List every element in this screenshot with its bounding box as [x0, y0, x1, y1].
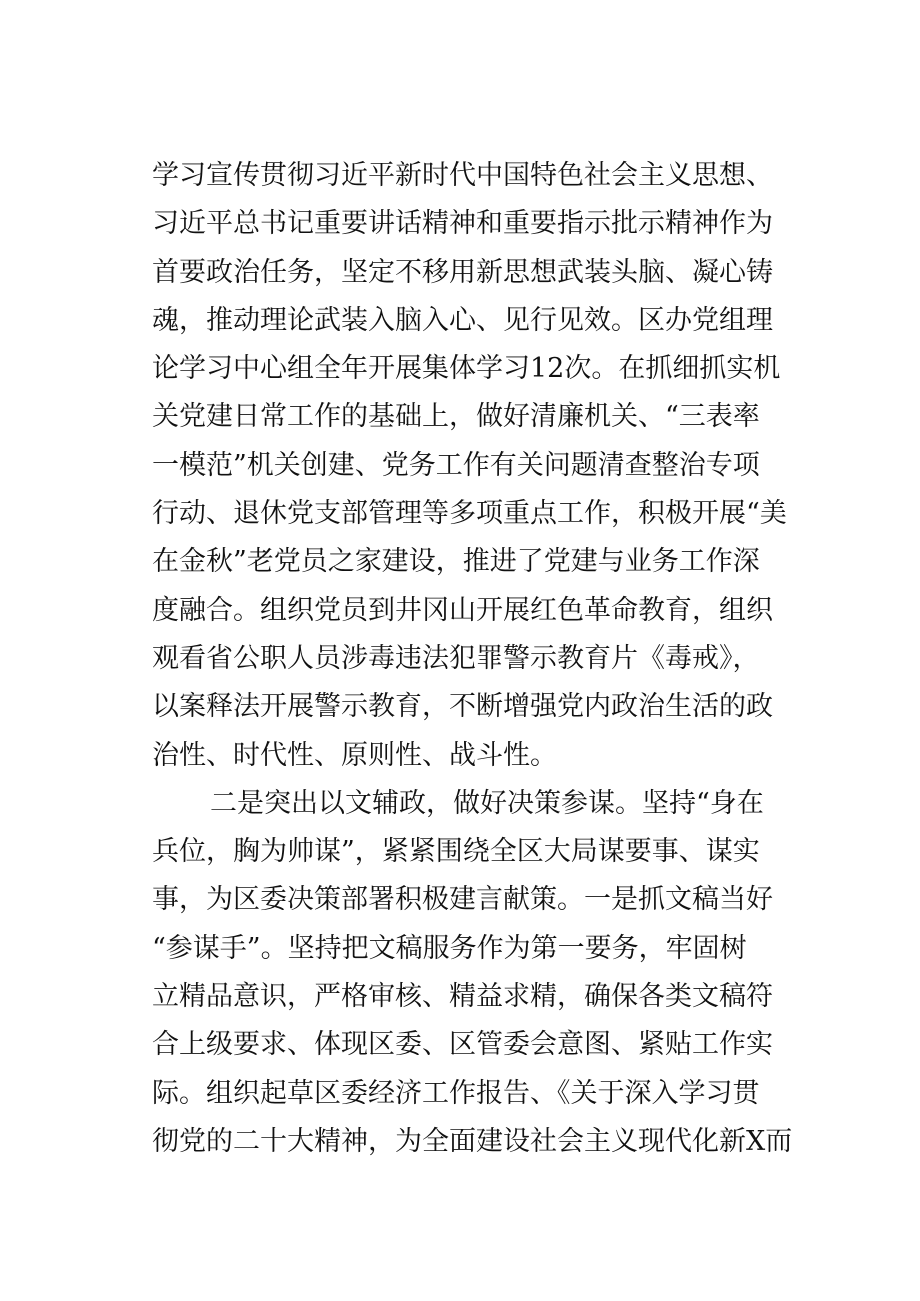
text-line: 兵位，胸为帅谋”，紧紧围绕全区大局谋要事、谋实	[152, 836, 760, 868]
text-line: 度融合。组织党员到井冈山开展红色革命教育，组织	[152, 594, 773, 626]
paragraph-2	[152, 780, 793, 1166]
text-line: 彻党的二十大精神，为全面建设社会主义现代化新X而	[152, 1125, 793, 1157]
text-line: 一模范”机关创建、党务工作有关问题清查整治专项	[152, 449, 760, 481]
text-line: 际。组织起草区委经济工作报告、《关于深入学习贯	[152, 1077, 760, 1109]
text-line: 观看省公职人员涉毒违法犯罪警示教育片《毒戒》，	[152, 642, 760, 674]
text-line: 治性、时代性、原则性、战斗性。	[152, 739, 557, 771]
text-line: “参谋手”。坚持把文稿服务作为第一要务，牢固树	[152, 932, 747, 964]
text-line: 首要政治任务，坚定不移用新思想武装头脑、凝心铸	[152, 256, 773, 288]
text-line: 论学习中心组全年开展集体学习12次。在抓细抓实机	[152, 353, 781, 385]
text-line: 行动、退休党支部管理等多项重点工作，积极开展“美	[152, 498, 787, 530]
paragraph-1	[152, 152, 787, 780]
text-line: 以案释法开展警示教育，不断增强党内政治生活的政	[152, 691, 773, 723]
text-line: 习近平总书记重要讲话精神和重要指示批示精神作为	[152, 208, 773, 240]
text-line: 合上级要求、体现区委、区管委会意图、紧贴工作实	[152, 1029, 773, 1061]
text-line: 学习宣传贯彻习近平新时代中国特色社会主义思想、	[152, 160, 773, 191]
text-line-indented: 二是突出以文辅政，做好决策参谋。坚持“身在	[210, 787, 764, 819]
document-body	[152, 152, 793, 1166]
text-line: 事，为区委决策部署积极建言献策。一是抓文稿当好	[152, 884, 773, 916]
text-line: 魂，推动理论武装入脑入心、见行见效。区办党组理	[152, 304, 773, 336]
text-line: 关党建日常工作的基础上，做好清廉机关、“三表率	[152, 401, 760, 433]
text-line: 立精品意识，严格审核、精益求精，确保各类文稿符	[152, 981, 773, 1013]
text-line: 在金秋”老党员之家建设，推进了党建与业务工作深	[152, 546, 760, 578]
